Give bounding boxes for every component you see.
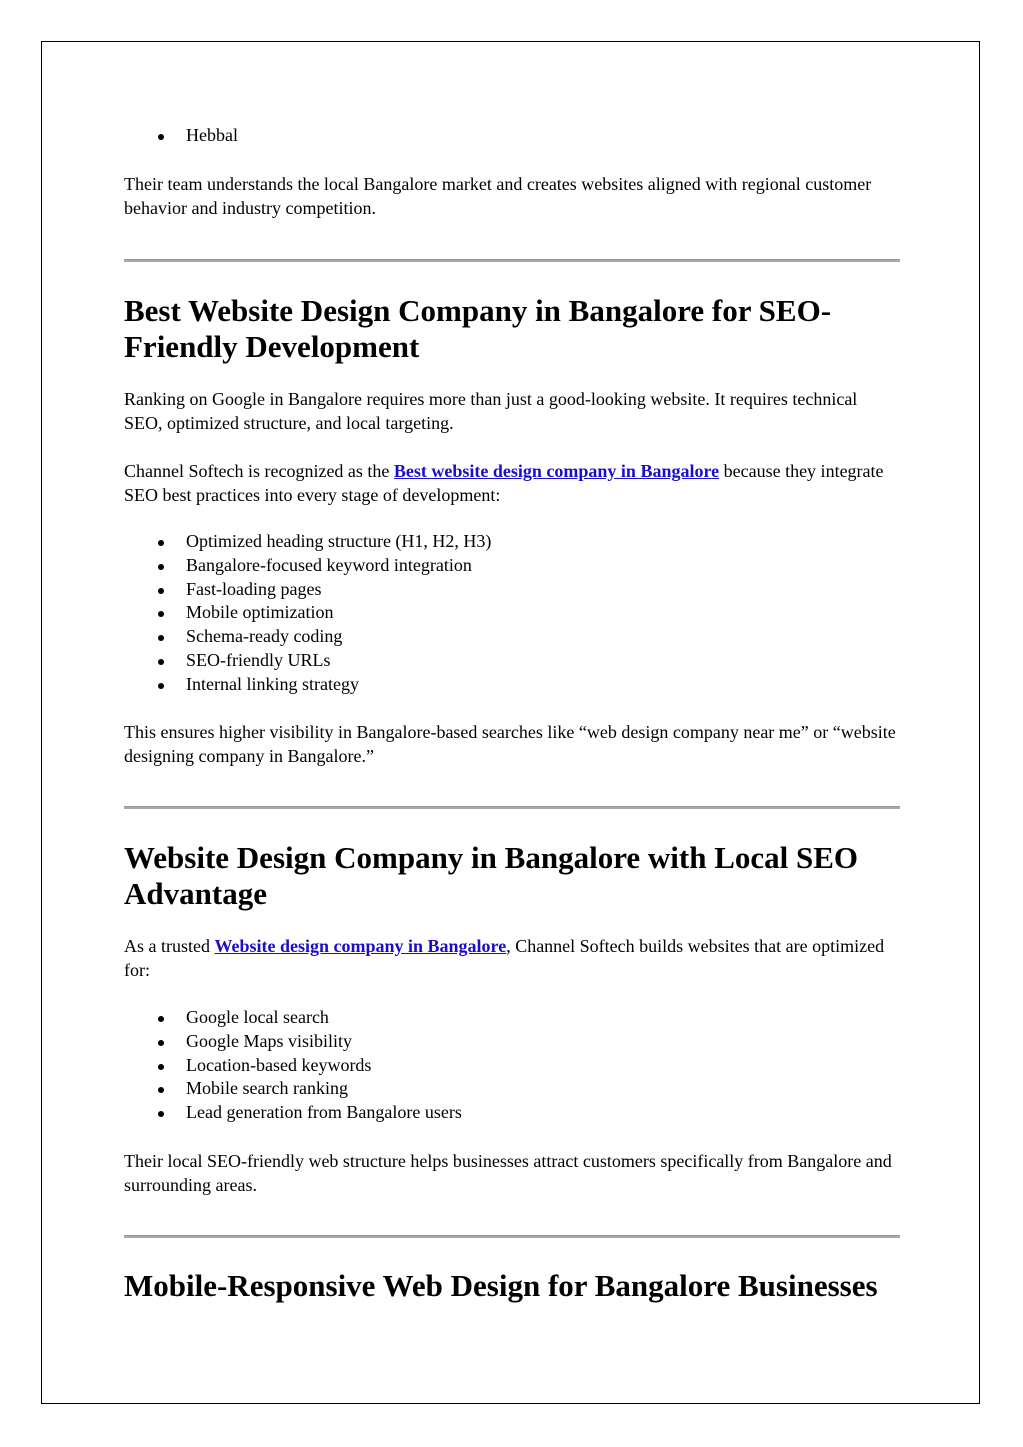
bullet-icon — [158, 611, 164, 617]
list-item — [124, 124, 900, 148]
paragraph-text: because they integrate SEO best practices into every stage of development: — [124, 461, 884, 505]
list-item — [124, 673, 900, 697]
intro-list — [124, 124, 900, 148]
list-item — [124, 1006, 900, 1030]
bullet-icon — [158, 683, 164, 689]
paragraph-text: , Channel Softech builds websites that are optimized for: — [124, 936, 885, 980]
list-item — [124, 530, 900, 554]
list-item — [124, 578, 900, 602]
list-item-text: Google local search — [186, 1007, 329, 1027]
section1-heading: Best Website Design Company in Bangalore for SEO-Friendly Development — [124, 293, 832, 364]
list-item — [124, 554, 900, 578]
section1-list — [124, 530, 900, 697]
list-item-text: Mobile optimization — [186, 602, 334, 623]
bullet-icon — [158, 635, 164, 641]
section1-paragraph-1: Ranking on Google in Bangalore requires more than just a good-looking website. It requires technical SEO, optimized structure, and local targeting. — [124, 389, 858, 433]
bullet-icon — [158, 134, 164, 140]
list-item — [124, 1054, 900, 1078]
section2-list — [124, 1006, 900, 1125]
bullet-icon — [158, 1087, 164, 1093]
list-item-text: Bangalore-focused keyword integration — [186, 554, 472, 575]
list-item-text: Location-based keywords — [186, 1054, 372, 1075]
paragraph-text: Channel Softech is recognized as the — [124, 461, 394, 481]
section1-paragraph-2 — [124, 459, 900, 507]
divider — [124, 806, 900, 809]
list-item-text: Schema-ready coding — [186, 626, 343, 647]
section2-paragraph-1 — [124, 934, 900, 982]
website-design-company-link[interactable]: Website design company in Bangalore — [214, 936, 507, 956]
list-item-text: Google Maps visibility — [186, 1030, 352, 1051]
list-item-text: Mobile search ranking — [186, 1078, 348, 1099]
bullet-icon — [158, 1111, 164, 1117]
bullet-icon — [158, 1064, 164, 1070]
section1-paragraph-3: This ensures higher visibility in Bangalore-based searches like “web design company near me” or “website designing company in Bangalore.” — [124, 722, 896, 766]
bullet-icon — [158, 564, 164, 570]
list-item-text: Hebbal — [186, 125, 238, 145]
best-website-design-company-link[interactable]: Best website design company in Bangalore — [393, 461, 720, 481]
list-item — [124, 1030, 900, 1054]
divider — [124, 1235, 900, 1238]
intro-paragraph: Their team understands the local Bangalore market and creates websites aligned with regional customer behavior and industry competition. — [124, 174, 872, 218]
bullet-icon — [158, 588, 164, 594]
list-item — [124, 1077, 900, 1101]
list-item — [124, 649, 900, 673]
bullet-icon — [158, 1040, 164, 1046]
bullet-icon — [158, 1016, 164, 1022]
list-item — [124, 1101, 900, 1125]
list-item-text: Optimized heading structure (H1, H2, H3) — [186, 531, 492, 551]
divider — [124, 259, 900, 262]
list-item-text: Fast-loading pages — [186, 578, 322, 599]
list-item — [124, 625, 900, 649]
list-item-text: Lead generation from Bangalore users — [186, 1102, 462, 1123]
section3-heading: Mobile-Responsive Web Design for Bangalore Businesses — [124, 1268, 878, 1303]
bullet-icon — [158, 659, 164, 665]
bullet-icon — [158, 540, 164, 546]
section2-heading: Website Design Company in Bangalore with Local SEO Advantage — [124, 840, 859, 911]
list-item-text: SEO-friendly URLs — [186, 649, 331, 670]
paragraph-text: As a trusted — [124, 936, 215, 956]
list-item — [124, 601, 900, 625]
list-item-text: Internal linking strategy — [186, 673, 359, 694]
section2-paragraph-2: Their local SEO-friendly web structure helps businesses attract customers specifically from Bangalore and surrounding areas. — [124, 1151, 892, 1195]
